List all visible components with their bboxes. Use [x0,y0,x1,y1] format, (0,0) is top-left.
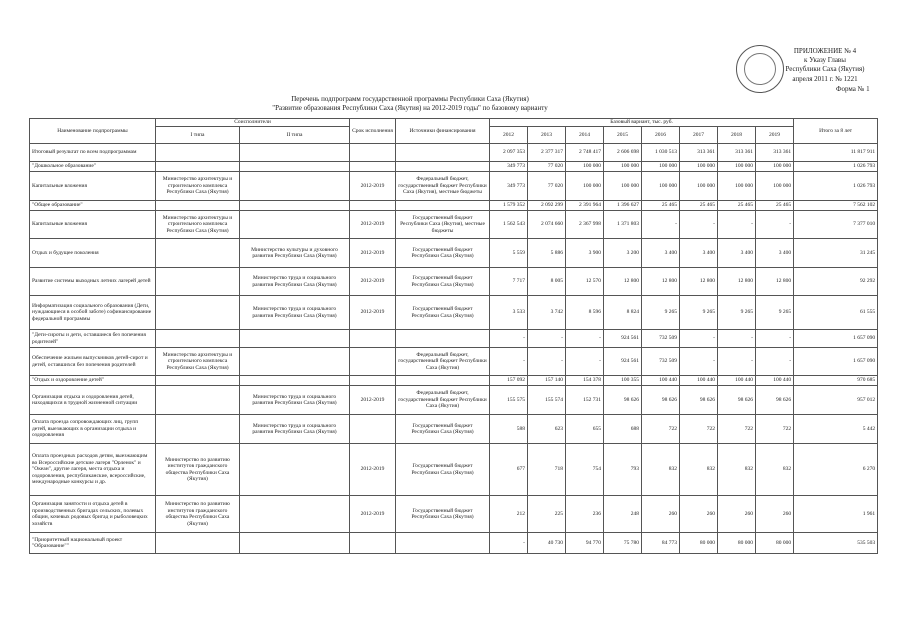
executor-type-1-cell [156,533,240,554]
executor-type-2-cell: Министерство труда и социального развития Республики Саха (Якутия) [240,415,350,444]
funding-source-cell: Государственный бюджет Республики Саха (Якутия) [396,239,490,268]
funding-source-cell [396,201,490,211]
executor-type-2-cell [240,211,350,239]
funding-source-cell [396,376,490,386]
executor-type-1-cell [156,239,240,268]
year-value-cell: 152 731 [566,386,604,415]
table-row [30,376,878,386]
funding-source-cell: Государственный бюджет Республики Саха (Якутия) [396,444,490,496]
funding-source-cell [396,144,490,162]
year-value-cell: 3 400 [680,239,718,268]
period-cell: 2012-2019 [350,386,396,415]
total-cell: 92 292 [794,268,878,296]
table-row [30,348,878,376]
document-title [230,95,590,113]
title-line-2: "Развитие образования Республики Саха (Якутия) на 2012-2019 годы" по базовому варианту [272,104,548,112]
year-value-cell: 100 000 [642,172,680,201]
total-cell: 5 442 [794,415,878,444]
period-cell: 2012-2019 [350,211,396,239]
year-value-cell: 80 000 [718,533,756,554]
year-value-cell: 100 000 [718,162,756,172]
year-value-cell: 313 361 [718,144,756,162]
executor-type-1-cell [156,296,240,330]
executor-type-2-cell [240,144,350,162]
year-value-cell: 260 [756,496,794,533]
subprogram-name-cell: Отдых и будущее поколения [30,239,156,268]
year-value-cell: 25 465 [680,201,718,211]
funding-source-cell [396,330,490,348]
stamp-line: к Указу Главы [804,56,846,65]
year-value-cell: 9 265 [642,296,680,330]
period-cell [350,162,396,172]
period-cell: 2012-2019 [350,496,396,533]
year-value-cell: - [490,533,528,554]
year-value-cell: 12 800 [642,268,680,296]
year-value-cell: 9 265 [680,296,718,330]
total-cell: 7 562 102 [794,201,878,211]
year-value-cell: 349 773 [490,172,528,201]
year-value-cell: 2 097 353 [490,144,528,162]
year-value-cell: - [528,348,566,376]
year-value-cell: 100 000 [604,172,642,201]
year-value-cell: 3 742 [528,296,566,330]
year-value-cell: 100 000 [566,162,604,172]
funding-source-cell: Государственный бюджет Республики Саха (Якутия) [396,296,490,330]
year-value-cell: 722 [756,415,794,444]
year-value-cell: 1 396 627 [604,201,642,211]
year-value-cell: 5 559 [490,239,528,268]
executor-type-2-cell [240,172,350,201]
total-cell: 1 026 793 [794,172,878,201]
table-row [30,268,878,296]
subprograms-table [29,118,878,554]
subprogram-name-cell: Капитальные вложения [30,172,156,201]
year-value-cell: 260 [718,496,756,533]
executor-type-2-cell: Министерство труда и социального развития Республики Саха (Якутия) [240,268,350,296]
header-year: 2014 [566,127,604,144]
header-total: Итого за 8 лет [794,119,878,144]
executor-type-1-cell [156,415,240,444]
year-value-cell: 12 800 [604,268,642,296]
year-value-cell: - [566,330,604,348]
subprogram-name-cell: "Общее образование" [30,201,156,211]
table-row [30,144,878,162]
year-value-cell: 9 265 [756,296,794,330]
header-exec-type-1: I типа [156,127,240,144]
header-period: Срок исполнения [350,119,396,144]
year-value-cell: 12 800 [680,268,718,296]
year-value-cell: 588 [490,415,528,444]
table-row [30,444,878,496]
year-value-cell: 2 391 964 [566,201,604,211]
total-cell: 11 817 911 [794,144,878,162]
period-cell: 2012-2019 [350,444,396,496]
table-row [30,239,878,268]
period-cell [350,348,396,376]
year-value-cell: 793 [604,444,642,496]
year-value-cell: 8 005 [528,268,566,296]
table-row [30,296,878,330]
subprogram-name-cell: Итоговый результат по всем подпрограммам [30,144,156,162]
table-row [30,533,878,554]
table-row [30,211,878,239]
year-value-cell: 1 579 352 [490,201,528,211]
total-cell: 535 503 [794,533,878,554]
total-cell: 970 685 [794,376,878,386]
year-value-cell: 25 465 [718,201,756,211]
executor-type-2-cell [240,348,350,376]
year-value-cell: 9 265 [718,296,756,330]
year-value-cell: 2 606 698 [604,144,642,162]
header-year: 2016 [642,127,680,144]
year-value-cell: 154 378 [566,376,604,386]
period-cell [350,330,396,348]
year-value-cell: 832 [756,444,794,496]
period-cell [350,144,396,162]
year-value-cell: 832 [642,444,680,496]
period-cell: 2012-2019 [350,172,396,201]
year-value-cell: 260 [642,496,680,533]
stamp-line: ПРИЛОЖЕНИЕ № 4 [793,47,857,55]
year-value-cell: 313 361 [756,144,794,162]
executor-type-2-cell: Министерство труда и социального развития Республики Саха (Якутия) [240,296,350,330]
total-cell: 6 270 [794,444,878,496]
year-value-cell: 2 748 417 [566,144,604,162]
year-value-cell: 5 886 [528,239,566,268]
header-year: 2013 [528,127,566,144]
year-value-cell: 80 000 [756,533,794,554]
year-value-cell: 100 440 [680,376,718,386]
year-value-cell: 98 626 [718,386,756,415]
year-value-cell: 732 509 [642,330,680,348]
stamp-line: Республики Саха (Якутия) [785,65,865,74]
executor-type-1-cell [156,201,240,211]
header-year: 2017 [680,127,718,144]
funding-source-cell [396,533,490,554]
year-value-cell: 12 800 [756,268,794,296]
subprogram-name-cell: Организация отдыха и оздоровления детей, находящихся в трудной жизненной ситуации [30,386,156,415]
year-value-cell: - [680,330,718,348]
executor-type-1-cell [156,386,240,415]
executor-type-2-cell [240,330,350,348]
year-value-cell: 3 900 [566,239,604,268]
subprogram-name-cell: "Дошкольное образование" [30,162,156,172]
executor-type-1-cell [156,330,240,348]
period-cell [350,201,396,211]
stamp-line: апреля 2011 г. № 1221 [792,74,858,83]
total-cell: 31 245 [794,239,878,268]
executor-type-2-cell: Министерство культуры и духовного развития Республики Саха (Якутия) [240,239,350,268]
year-value-cell: 100 440 [718,376,756,386]
year-value-cell: 40 730 [528,533,566,554]
executor-type-1-cell: Министерство архитектуры и строительного комплекса Республики Саха (Якутия) [156,211,240,239]
year-value-cell: 100 000 [718,172,756,201]
year-value-cell: 25 465 [642,201,680,211]
subprogram-name-cell: "Приоритетный национальный проект "Образование"" [30,533,156,554]
total-cell: 1 657 090 [794,330,878,348]
year-value-cell: 236 [566,496,604,533]
executor-type-1-cell: Министерство архитектуры и строительного комплекса Республики Саха (Якутия) [156,172,240,201]
year-value-cell: 2 377 317 [528,144,566,162]
year-value-cell: 100 440 [756,376,794,386]
header-year: 2019 [756,127,794,144]
year-value-cell: 100 000 [566,172,604,201]
total-cell: 61 555 [794,296,878,330]
executor-type-2-cell [240,376,350,386]
year-value-cell: 1 371 803 [604,211,642,239]
year-value-cell: 722 [642,415,680,444]
table-row [30,415,878,444]
table-row [30,162,878,172]
year-value-cell: 3 400 [756,239,794,268]
funding-source-cell: Федеральный бюджет, государственный бюджет Республики Саха (Якутия) [396,348,490,376]
executor-type-2-cell [240,533,350,554]
period-cell [350,415,396,444]
year-value-cell: 718 [528,444,566,496]
subprogram-name-cell: Информатизация социального образования (Дети, нуждающиеся в особой заботе) софинансирование федеральной программы [30,296,156,330]
subprogram-name-cell: "Дети-сироты и дети, оставшиеся без попечения родителей" [30,330,156,348]
year-value-cell: - [680,211,718,239]
executor-type-2-cell: Министерство труда и социального развития Республики Саха (Якутия) [240,386,350,415]
subprogram-name-cell: Оплата проездных расходов детям, выезжающим во Всероссийские детские лагеря "Орленок" и "Океан", другие лагеря, места отдыха и оздоровления, республиканские, всероссийские, международные конкурсы и др. [30,444,156,496]
table-row [30,496,878,533]
year-value-cell: 80 000 [680,533,718,554]
subprogram-name-cell: Обеспечение жильем выпускников детей-сирот и детей, оставшихся без попечения родителей [30,348,156,376]
table-row [30,330,878,348]
total-cell: 1 657 090 [794,348,878,376]
funding-source-cell: Государственный бюджет Республики Саха (Якутия) [396,496,490,533]
year-value-cell: 754 [566,444,604,496]
funding-source-cell: Федеральный бюджет, государственный бюджет Республики Саха (Якутия), местные бюджеты [396,172,490,201]
year-value-cell: 1 030 513 [642,144,680,162]
year-value-cell: 84 773 [642,533,680,554]
year-value-cell: 722 [718,415,756,444]
year-value-cell: 100 000 [680,172,718,201]
year-value-cell: 2 074 660 [528,211,566,239]
funding-source-cell: Государственный бюджет Республики Саха (Якутия) [396,415,490,444]
funding-source-cell: Государственный бюджет Республики Саха (Якутия), местные бюджеты [396,211,490,239]
executor-type-2-cell [240,444,350,496]
executor-type-2-cell [240,201,350,211]
executor-type-1-cell [156,144,240,162]
year-value-cell: 155 575 [490,386,528,415]
header-name: Наименование подпрограммы [30,119,156,144]
year-value-cell: 688 [604,415,642,444]
year-value-cell: 832 [680,444,718,496]
year-value-cell: - [490,348,528,376]
executor-type-1-cell: Министерство архитектуры и строительного комплекса Республики Саха (Якутия) [156,348,240,376]
form-label: Форма № 1 [836,85,870,93]
table-row [30,172,878,201]
executor-type-1-cell [156,376,240,386]
year-value-cell: - [718,348,756,376]
year-value-cell: 655 [566,415,604,444]
year-value-cell: 924 561 [604,330,642,348]
total-cell: 1 961 [794,496,878,533]
year-value-cell: 212 [490,496,528,533]
year-value-cell: 722 [680,415,718,444]
year-value-cell: 98 626 [756,386,794,415]
total-cell: 957 012 [794,386,878,415]
total-cell: 1 026 793 [794,162,878,172]
title-line-1: Перечень подпрограмм государственной программы Республики Саха (Якутия) [291,95,529,103]
year-value-cell: 623 [528,415,566,444]
header-year: 2015 [604,127,642,144]
year-value-cell: - [490,330,528,348]
year-value-cell: 924 561 [604,348,642,376]
year-value-cell: 25 465 [756,201,794,211]
period-cell: 2012-2019 [350,268,396,296]
year-value-cell: 157 140 [528,376,566,386]
year-value-cell: - [680,348,718,376]
year-value-cell: 677 [490,444,528,496]
header-source: Источники финансирования [396,119,490,144]
year-value-cell: 3 200 [604,239,642,268]
year-value-cell: 98 626 [604,386,642,415]
year-value-cell: - [718,211,756,239]
executor-type-1-cell [156,162,240,172]
year-value-cell: 832 [718,444,756,496]
year-value-cell: 100 000 [756,162,794,172]
year-value-cell: 7 717 [490,268,528,296]
year-value-cell: 100 000 [642,162,680,172]
executor-type-2-cell [240,496,350,533]
year-value-cell: 155 574 [528,386,566,415]
appendix-stamp [770,47,880,84]
year-value-cell: 100 355 [604,376,642,386]
header-year: 2012 [490,127,528,144]
header-year: 2018 [718,127,756,144]
executor-type-1-cell: Министерство по развитию институтов гражданского общества Республики Саха (Якутия) [156,444,240,496]
period-cell: 2012-2019 [350,239,396,268]
year-value-cell: 225 [528,496,566,533]
period-cell: 2012-2019 [350,296,396,330]
subprogram-name-cell: Оплата проезда сопровождающих лиц, групп детей, выезжающих в организации отдыха и оздоровления [30,415,156,444]
year-value-cell: 98 626 [680,386,718,415]
subprogram-name-cell: Организация занятости и отдыха детей в производственных бригадах сельских, полевых общин, кочевых родовых бригад и рыболовецких хозяйств [30,496,156,533]
year-value-cell: - [642,211,680,239]
year-value-cell: - [756,330,794,348]
funding-source-cell: Федеральный бюджет, государственный бюджет Республики Саха (Якутия) [396,386,490,415]
year-value-cell: 100 000 [756,172,794,201]
year-value-cell: 1 562 543 [490,211,528,239]
year-value-cell: 732 509 [642,348,680,376]
year-value-cell: 2 367 998 [566,211,604,239]
executor-type-1-cell: Министерство по развитию институтов гражданского общества Республики Саха (Якутия) [156,496,240,533]
subprogram-name-cell: Капитальные вложения [30,211,156,239]
header-base-variant: Базовый вариант, тыс. руб. [490,119,794,127]
year-value-cell: 98 626 [642,386,680,415]
period-cell [350,376,396,386]
year-value-cell: 349 773 [490,162,528,172]
year-value-cell: 313 361 [680,144,718,162]
header-executors: Соисполнители [156,119,350,127]
year-value-cell: 2 092 299 [528,201,566,211]
year-value-cell: 8 824 [604,296,642,330]
subprogram-name-cell: "Отдых и оздоровление детей" [30,376,156,386]
year-value-cell: - [718,330,756,348]
year-value-cell: 100 000 [680,162,718,172]
table-row [30,386,878,415]
year-value-cell: - [756,348,794,376]
year-value-cell: 12 570 [566,268,604,296]
executor-type-2-cell [240,162,350,172]
header-exec-type-2: II типа [240,127,350,144]
year-value-cell: 77 020 [528,162,566,172]
year-value-cell: 3 400 [718,239,756,268]
year-value-cell: 3 533 [490,296,528,330]
subprogram-name-cell: Развитие системы выходных летних лагерей детей [30,268,156,296]
table-row [30,201,878,211]
year-value-cell: - [566,348,604,376]
year-value-cell: 100 440 [642,376,680,386]
year-value-cell: 100 000 [604,162,642,172]
year-value-cell: - [756,211,794,239]
total-cell: 7 377 010 [794,211,878,239]
period-cell [350,533,396,554]
executor-type-1-cell [156,268,240,296]
year-value-cell: 3 400 [642,239,680,268]
year-value-cell: 8 596 [566,296,604,330]
year-value-cell: 75 780 [604,533,642,554]
year-value-cell: - [528,330,566,348]
year-value-cell: 157 092 [490,376,528,386]
funding-source-cell: Государственный бюджет Республики Саха (Якутия) [396,268,490,296]
year-value-cell: 77 020 [528,172,566,201]
funding-source-cell [396,162,490,172]
year-value-cell: 12 800 [718,268,756,296]
year-value-cell: 94 770 [566,533,604,554]
year-value-cell: 248 [604,496,642,533]
year-value-cell: 260 [680,496,718,533]
